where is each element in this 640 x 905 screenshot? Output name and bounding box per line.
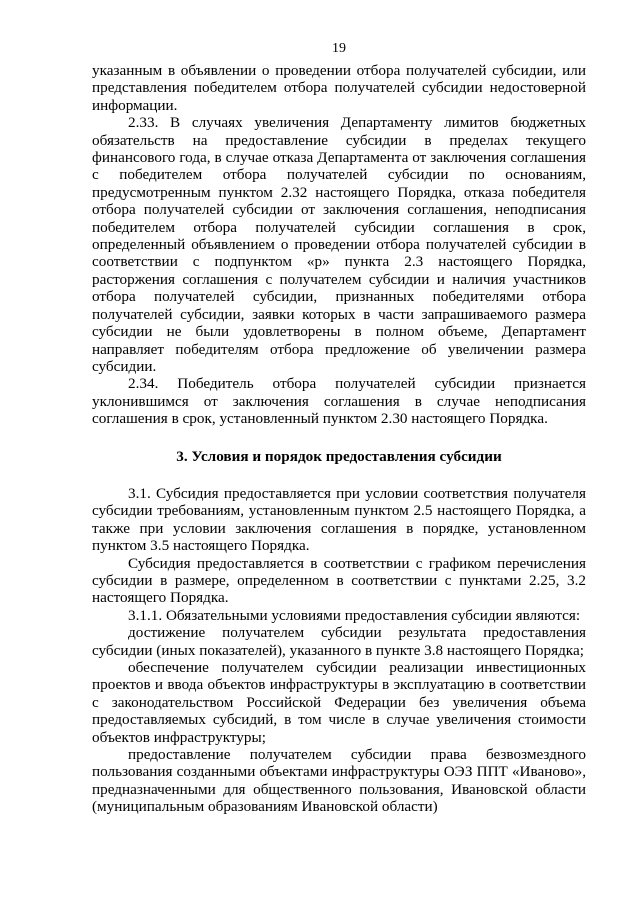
paragraph-2-34: 2.34. Победитель отбора получателей субсидии признается уклонившимся от заключения соглашения в случае неподписания соглашения в срок, установленный пунктом 2.30 настоящего Порядка. (92, 375, 586, 428)
paragraph-continuation: указанным в объявлении о проведении отбора получателей субсидии, или представления победителем отбора получателей субсидии недостоверной информации. (92, 62, 586, 114)
list-item-free-use-rights: предоставление получателем субсидии права безвозмездного пользования созданными объектами инфраструктуры ОЭЗ ППТ «Иваново», предназначенными для общественного пользования, Ивановской области (муниципальным образованиям Ивановской области) (92, 746, 586, 816)
paragraph-2-33: 2.33. В случаях увеличения Департаменту лимитов бюджетных обязательств на предоставление субсидии в пределах текущего финансового года, в случае отказа Департамента от заключения соглашения с победителем отбора получателей субсидии по основаниям, предусмотренным пунктом 2.32 настоящего Порядка, отказа победителя отбора получателей субсидии от заключения соглашения, неподписания победителем отбора получателей субсидии соглашения в срок, определенный объявлением о проведении отбора получателей субсидии в соответствии с подпунктом «р» пункта 2.3 настоящего Порядка, расторжения соглашения с получателем субсидии и наличия участников отбора получателей субсидии, признанных победителями отбора получателей субсидии, заявки которых в части запрашиваемого размера субсидии не были удовлетворены в полном объеме, Департамент направляет победителям отбора предложение об увеличении размера субсидии. (92, 114, 586, 375)
list-item-investment-projects: обеспечение получателем субсидии реализации инвестиционных проектов и ввода объектов инфраструктуры в эксплуатацию в соответствии с законодательством Российской Федерации без увеличения объема предоставляемых субсидий, в том числе в случае увеличения стоимости объектов инфраструктуры; (92, 659, 586, 746)
document-page (92, 40, 586, 816)
paragraph-3-1-1: 3.1.1. Обязательными условиями предоставления субсидии являются: (128, 606, 581, 624)
paragraph-3-1: 3.1. Субсидия предоставляется при условии соответствия получателя субсидии требованиям, установленным пунктом 2.5 настоящего Порядка, а также при условии заключения соглашения в порядке, установленном пунктом 3.5 настоящего Порядка. (92, 484, 586, 555)
paragraph-subsidy-schedule: Субсидия предоставляется в соответствии с графиком перечисления субсидии в размере, определенном в соответствии с пунктами 2.25, 3.2 настоящего Порядка. (92, 554, 586, 607)
section-heading: 3. Условия и порядок предоставления субсидии (176, 447, 502, 465)
page-number: 19 (332, 41, 346, 56)
list-item-result-achievement: достижение получателем субсидии результата предоставления субсидии (иных показателей), указанного в пункте 3.8 настоящего Порядка; (92, 624, 586, 659)
